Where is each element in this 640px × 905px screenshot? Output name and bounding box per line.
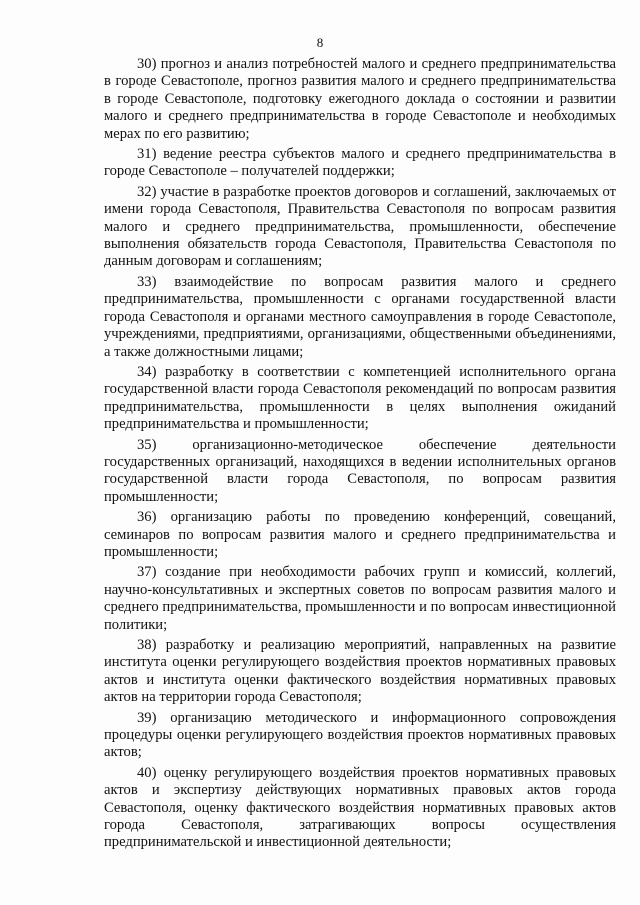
- paragraph-item-33: 33) взаимодействие по вопросам развития малого и среднего предпринимательства, промышленности с органами государственной власти города Севастополя и органами местного самоуправления в городе Севастополе, учреждениями, предприятиями, организациями, общественными объединениями, а также должностными лицами;: [104, 273, 616, 360]
- paragraph-item-32: 32) участие в разработке проектов договоров и соглашений, заключаемых от имени города Севастополя, Правительства Севастополя по вопросам развития малого и среднего предпринимательства, промышленности, обеспечение выполнения обязательств города Севастополя, Правительства Севастополя по данным договорам и соглашениям;: [104, 183, 616, 270]
- paragraph-item-39: 39) организацию методического и информационного сопровождения процедуры оценки регулирующего воздействия проектов нормативных правовых актов;: [104, 709, 616, 761]
- paragraph-item-30: 30) прогноз и анализ потребностей малого и среднего предпринимательства в городе Севастополе, прогноз развития малого и среднего предпринимательства в городе Севастополе, подготовку ежегодного доклада о состоянии и развитии малого и среднего предпринимательства в городе Севастополе и необходимых мерах по его развитию;: [104, 56, 616, 142]
- paragraph-item-36: 36) организацию работы по проведению конференций, совещаний, семинаров по вопросам развития малого и среднего предпринимательства и промышленности;: [104, 509, 616, 560]
- paragraph-item-40: 40) оценку регулирующего воздействия проектов нормативных правовых актов и экспертизу действующих нормативных правовых актов города Севастополя, оценку фактического воздействия нормативных правовых актов города Севастополя, затрагивающих вопросы осуществления предпринимательской и инвестиционной деятельности;: [104, 764, 616, 851]
- paragraph-item-38: 38) разработку и реализацию мероприятий, направленных на развитие института оценки регулирующего воздействия проектов нормативных правовых актов и института оценки фактического воздействия нормативных правовых актов на территории города Севастополя;: [104, 637, 616, 706]
- page-number: 8: [316, 35, 324, 50]
- paragraph-item-37: 37) создание при необходимости рабочих групп и комиссий, коллегий, научно-консультативных и экспертных советов по вопросам развития малого и среднего предпринимательства, промышленности и по вопросам инвестиционной политики;: [104, 564, 616, 633]
- paragraph-item-35: 35) организационно-методическое обеспечение деятельности государственных организаций, находящихся в ведении исполнительных органов государственной власти города Севастополя, по вопросам развития промышленности;: [104, 436, 616, 505]
- paragraph-item-34: 34) разработку в соответствии с компетенцией исполнительного органа государственной власти города Севастополя рекомендаций по вопросам развития предпринимательства, промышленности в целях выполнения ожиданий предпринимательства и промышленности;: [104, 363, 616, 433]
- paragraph-item-31: 31) ведение реестра субъектов малого и среднего предпринимательства в городе Севастополе – получателей поддержки;: [104, 146, 616, 180]
- document-body: [104, 56, 616, 855]
